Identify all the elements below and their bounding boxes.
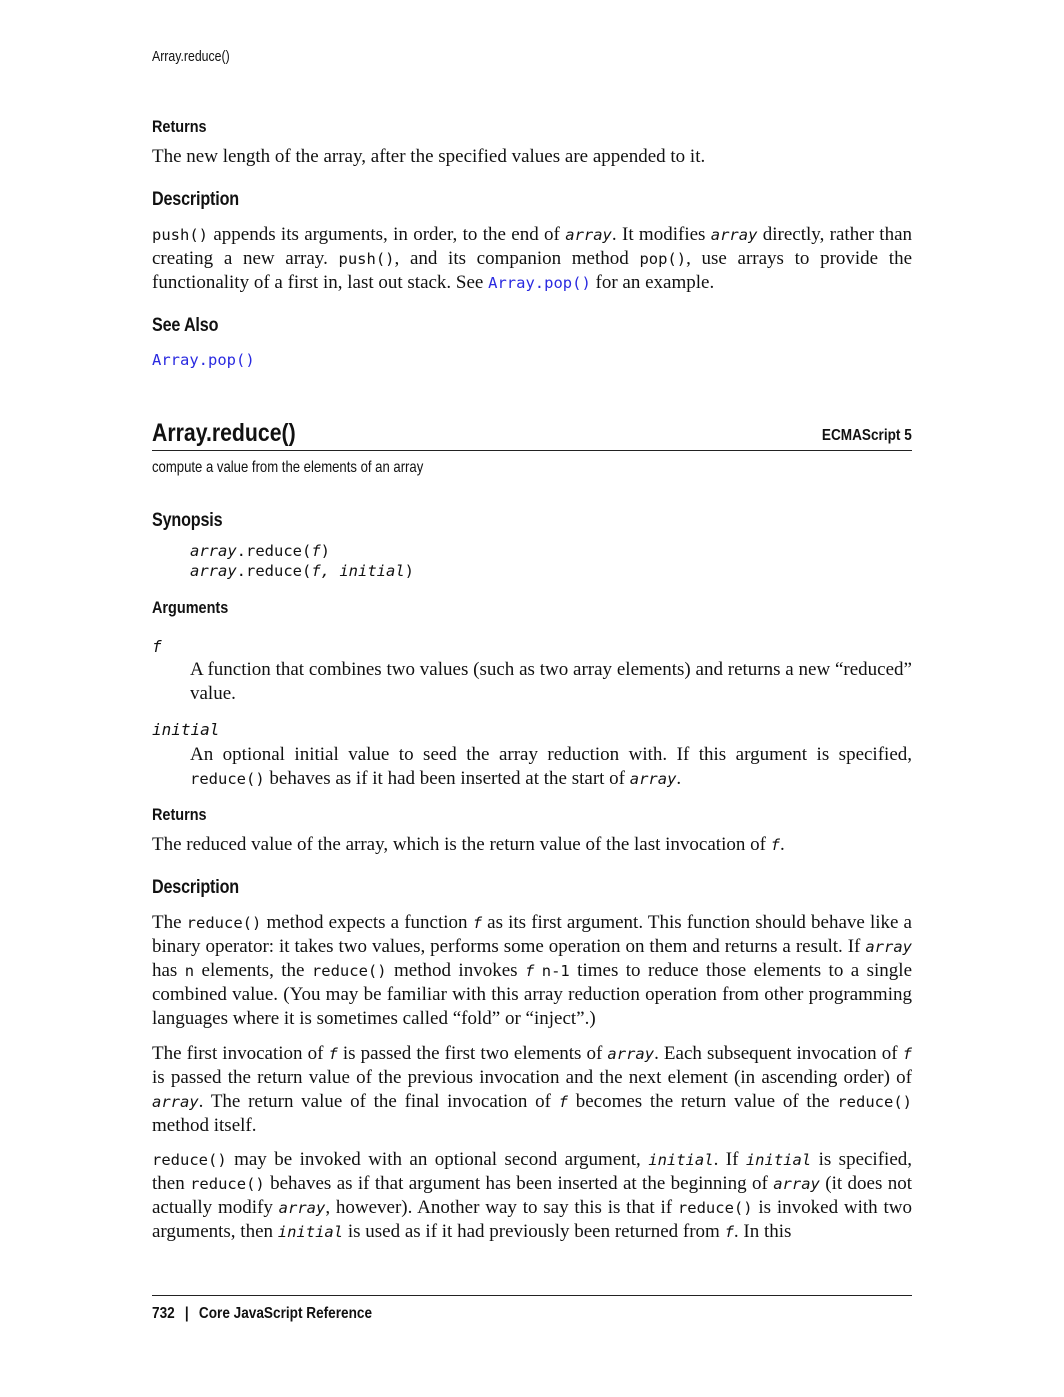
returns-text-push: The new length of the array, after the specified values are appended to it. (152, 146, 706, 167)
description-paragraph-3: reduce() may be invoked with an optional second argument, initial. If initial is specified, then reduce() behaves as if that argument has been inserted at the beginning of array (it does not actually modify array, however). Another way to say this is that if reduce() is invoked with two arguments, then initial is used as if it had previously been returned from f. In this (152, 1149, 913, 1242)
returns-heading: Returns (152, 805, 207, 824)
argument-initial-description: An optional initial value to seed the array reduction with. If this argument is specified, reduce() behaves as if it had been inserted at the start of array. (190, 744, 912, 789)
description-heading-push: Description (152, 189, 239, 210)
page-footer (152, 1305, 372, 1323)
footer-rule (152, 1295, 912, 1296)
entry-subtitle: compute a value from the elements of an array (152, 459, 424, 476)
page-number: 732 (152, 1305, 175, 1322)
footer-separator: | (184, 1305, 189, 1322)
see-also-heading: See Also (152, 315, 219, 336)
running-head: Array.reduce() (152, 48, 230, 65)
entry-standard-badge: ECMAScript 5 (822, 427, 912, 444)
see-also-array-pop-link[interactable]: Array.pop() (152, 351, 255, 369)
description-heading: Description (152, 877, 239, 898)
synopsis-line-2: array.reduce(f, initial) (190, 562, 414, 580)
entry-title-rule (152, 450, 912, 451)
footer-section-title: Core JavaScript Reference (198, 1305, 373, 1322)
synopsis-line-1: array.reduce(f) (190, 542, 331, 560)
array-pop-link[interactable]: Array.pop() (488, 274, 591, 292)
returns-text: The reduced value of the array, which is the return value of the last invocation of f. (152, 834, 785, 855)
description-paragraph-2: The first invocation of f is passed the first two elements of array. Each subsequent invocation of f is passed the return value of the previous invocation and the next element (in ascending order) of array. The return value of the final invocation of f becomes the return value of the reduce() method itself. (152, 1043, 912, 1136)
arguments-heading: Arguments (152, 598, 229, 617)
entry-title: Array.reduce() (152, 419, 296, 447)
synopsis-heading: Synopsis (152, 510, 223, 531)
description-paragraph-push: push() appends its arguments, in order, to the end of array. It modifies array directly, rather than creating a new array. push(), and its companion method pop(), use arrays to provide the functionality of a first in, last out stack. See Array.pop() for an example. (152, 224, 912, 293)
returns-heading-push: Returns (152, 117, 207, 136)
argument-f-description: A function that combines two values (such as two array elements) and returns a new “reduced” value. (190, 659, 912, 704)
argument-initial-term: initial (152, 720, 220, 739)
description-paragraph-1: The reduce() method expects a function f as its first argument. This function should behave like a binary operator: it takes two values, performs some operation on them and returns a result. If array has n elements, the reduce() method invokes f n-1 times to reduce those elements to a single combined value. (You may be familiar with this array reduction operation from other programming languages where it is sometimes called “fold” or “inject”.) (152, 912, 913, 1029)
argument-f-term: f (152, 637, 162, 656)
